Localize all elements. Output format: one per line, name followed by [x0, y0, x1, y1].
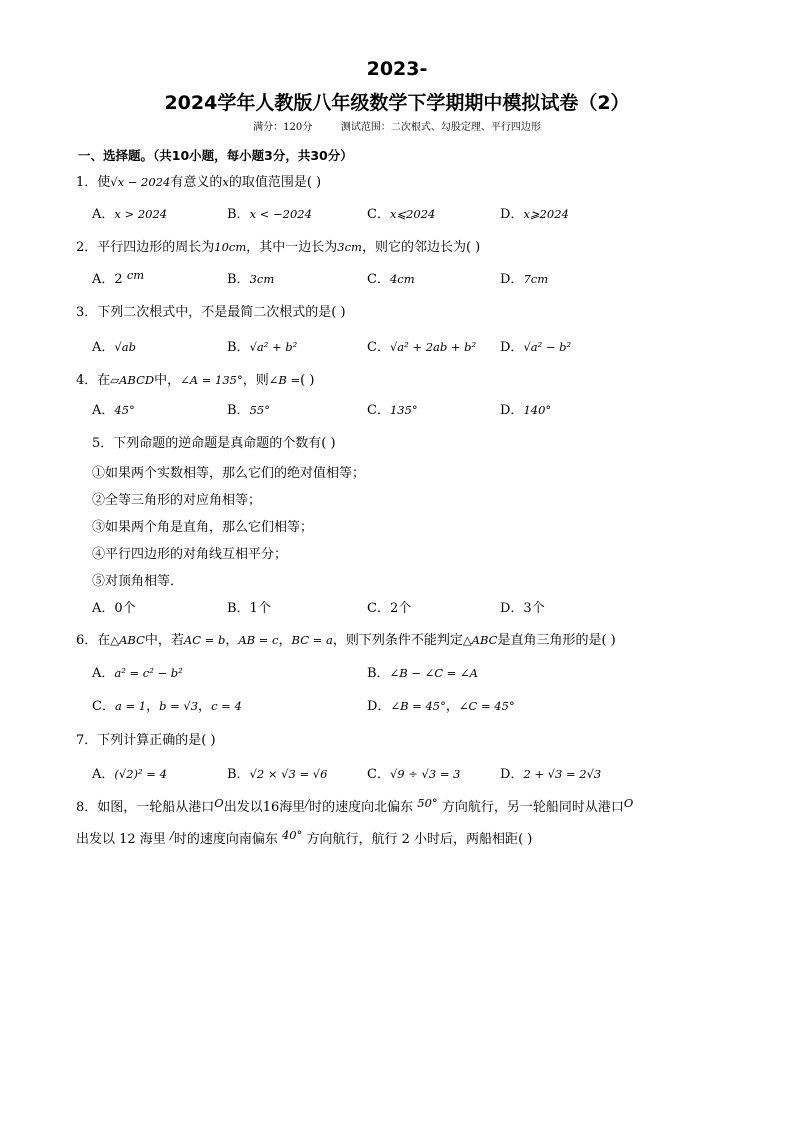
q5-option-c: C．2个 — [367, 601, 412, 616]
q7-option-a: A．(√2)² = 4 — [92, 767, 167, 782]
q5-option-a: A．0个 — [92, 601, 136, 616]
q6-option-b: B．∠B − ∠C = ∠A — [367, 666, 478, 681]
q1-option-d: D．x⩾2024 — [500, 207, 569, 222]
score-text: 满分：120分 — [253, 122, 313, 133]
q2-option-c: C．4cm — [367, 272, 415, 287]
q1-option-a: A．x > 2024 — [92, 207, 168, 222]
q1-option-c: C．x⩽2024 — [367, 207, 436, 222]
q7-option-b: B．√2 × √3 = √6 — [227, 767, 328, 782]
q1-text-c: 的取值范围是 — [228, 175, 307, 190]
q7-option-d: D．2 + √3 = 2√3 — [500, 767, 602, 782]
q4-option-a: A．45° — [92, 403, 135, 418]
q5-option-d: D．3个 — [500, 601, 545, 616]
question-4-stem: 4．在▱ABCD中，∠A = 135°，则∠B =( ) — [76, 373, 315, 388]
question-6-stem: 6．在△ABC中，若AC = b，AB = c，BC = a，则下列条件不能判定△ABC是直角三角形的是( ) — [76, 633, 616, 648]
q3-option-d: D．√a² − b² — [500, 340, 572, 355]
q5-item-2: ②全等三角形的对应角相等； — [92, 493, 262, 508]
q2-option-a: A．2 cm — [92, 268, 145, 287]
q6-option-d: D．∠B = 45°，∠C = 45° — [367, 699, 515, 714]
q4-option-c: C．135° — [367, 403, 418, 418]
question-2-stem: 2．平行四边形的周长为10cm，其中一边长为3cm，则它的邻边长为( ) — [76, 240, 481, 255]
q5-option-b: B．1个 — [227, 601, 271, 616]
q1-text-a: 1．使 — [76, 175, 111, 190]
q1-var: x — [222, 175, 229, 189]
q1-paren: ( ) — [306, 175, 322, 190]
q2-option-b: B．3cm — [227, 272, 275, 287]
question-1-stem — [76, 171, 321, 190]
q4-option-d: D．140° — [500, 403, 552, 418]
question-3-stem: 3．下列二次根式中，不是最简二次根式的是( ) — [76, 305, 346, 320]
q3-option-a: A．√ab — [92, 340, 136, 355]
q6-option-a: A．a² = c² − b² — [92, 666, 183, 681]
q1-text-b: 有意义的 — [170, 175, 223, 190]
title-line-1: 2023- — [366, 58, 428, 80]
q3-option-b: B．√a² + b² — [227, 340, 298, 355]
q3-option-c: C．√a² + 2ab + b² — [367, 340, 477, 355]
question-8-line-2: 出发以 12 海里 /时的速度向南偏东 40° 方向航行，航行 2 小时后，两船相距( ) — [76, 828, 533, 847]
question-5-stem: 5．下列命题的逆命题是真命题的个数有( ) — [92, 436, 336, 451]
q2-option-d: D．7cm — [500, 272, 549, 287]
scope-text: 测试范围：二次根式、勾股定理、平行四边形 — [340, 122, 541, 133]
q5-item-5: ⑤对顶角相等． — [92, 574, 184, 589]
q5-item-1: ①如果两个实数相等，那么它们的绝对值相等； — [92, 466, 366, 481]
subtitle — [0, 118, 794, 133]
q6-option-c: C．a = 1，b = √3，c = 4 — [92, 699, 242, 714]
q4-option-b: B．55° — [227, 403, 270, 418]
section-heading: 一、选择题。（共10小题，每小题3分，共30分） — [78, 148, 353, 163]
q7-option-c: C．√9 ÷ √3 = 3 — [367, 767, 461, 782]
title-line-2: 2024学年人教版八年级数学下学期期中模拟试卷（2） — [164, 92, 630, 114]
question-8-line-1: 8．如图，一轮船从港口O出发以16海里/时的速度向北偏东 50° 方向航行，另一轮船同时从港口O — [76, 796, 634, 815]
q1-radical: √x − 2024 — [110, 175, 171, 189]
q1-option-b: B．x < −2024 — [227, 207, 312, 222]
q5-item-3: ③如果两个角是直角，那么它们相等； — [92, 520, 314, 535]
question-7-stem: 7．下列计算正确的是( ) — [76, 733, 216, 748]
q5-item-4: ④平行四边形的对角线互相平分； — [92, 547, 288, 562]
